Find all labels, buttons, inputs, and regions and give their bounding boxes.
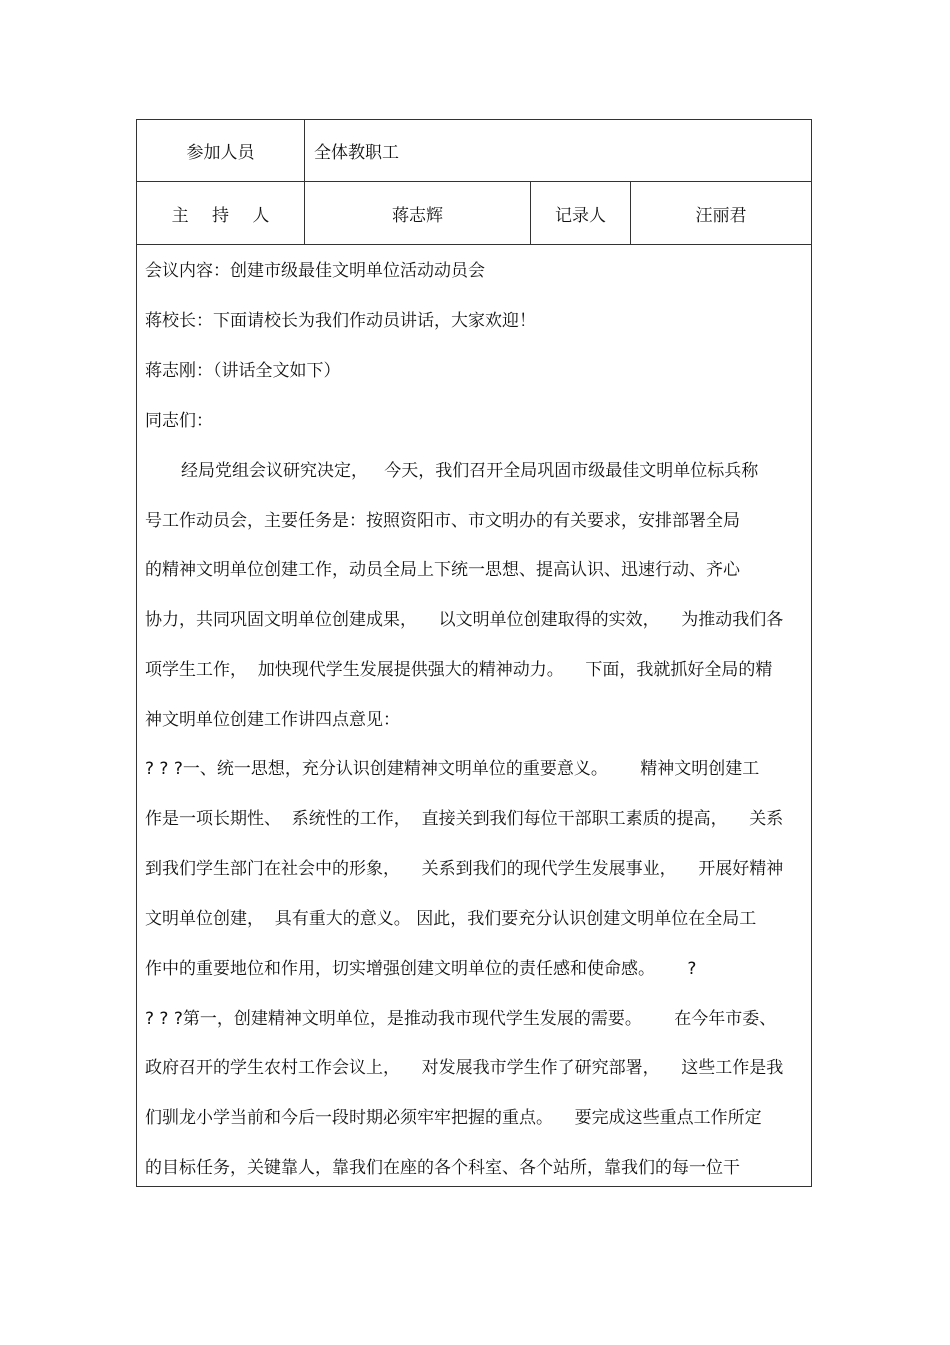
content-line: 的目标任务，关键靠人，靠我们在座的各个科室、各个站所，靠我们的每一位干: [145, 1158, 740, 1178]
content-line: 会议内容：创建市级最佳文明单位活动动员会: [145, 261, 485, 281]
content-line: 项学生工作， 加快现代学生发展提供强大的精神动力。 下面，我就抓好全局的精: [145, 660, 773, 680]
content-line: 政府召开的学生农村工作会议上， 对发展我市学生作了研究部署， 这些工作是我: [145, 1058, 784, 1078]
recorder-value: 汪丽君: [695, 205, 747, 226]
meeting-content-cell: [137, 245, 811, 1188]
content-line: 神文明单位创建工作讲四点意见：: [145, 710, 400, 730]
content-line: 蒋志刚：（讲话全文如下）: [145, 361, 341, 381]
host-label: 主 持 人: [137, 182, 305, 244]
host-recorder-row: [137, 182, 811, 245]
meeting-minutes-table: [136, 119, 812, 1187]
recorder-label: 记录人: [531, 182, 631, 244]
content-line: 同志们：: [145, 411, 213, 431]
content-line: 文明单位创建， 具有重大的意义。 因此，我们要充分认识创建文明单位在全局工: [145, 909, 757, 929]
content-line: ? ? ?第一，创建精神文明单位，是推动我市现代学生发展的需要。 在今年市委、: [145, 1009, 777, 1029]
participants-value: 全体教职工: [314, 143, 399, 163]
content-line: 号工作动员会，主要任务是：按照资阳市、市文明办的有关要求，安排部署全局: [145, 511, 740, 531]
participants-row: [137, 120, 811, 182]
host-value: 蒋志辉: [305, 182, 531, 244]
content-line: 到我们学生部门在社会中的形象， 关系到我们的现代学生发展事业， 开展好精神: [145, 859, 784, 879]
content-line: 协力，共同巩固文明单位创建成果， 以文明单位创建取得的实效， 为推动我们各: [145, 610, 784, 630]
participants-label: 参加人员: [137, 120, 305, 181]
content-line: 的精神文明单位创建工作，动员全局上下统一思想、提高认识、迅速行动、齐心: [145, 560, 740, 580]
content-line: 蒋校长：下面请校长为我们作动员讲话，大家欢迎！: [145, 311, 536, 331]
content-line: 作中的重要地位和作用，切实增强创建文明单位的责任感和使命感。 ?: [145, 959, 697, 979]
content-line: 作是一项长期性、 系统性的工作， 直接关到我们每位干部职工素质的提高， 关系: [145, 809, 784, 829]
content-line: 经局党组会议研究决定， 今天，我们召开全局巩固市级最佳文明单位标兵称: [181, 461, 759, 481]
content-line: ? ? ?一、统一思想，充分认识创建精神文明单位的重要意义。 精神文明创建工: [145, 759, 760, 779]
content-line: 们驯龙小学当前和今后一段时期必须牢牢把握的重点。 要完成这些重点工作所定: [145, 1108, 762, 1128]
